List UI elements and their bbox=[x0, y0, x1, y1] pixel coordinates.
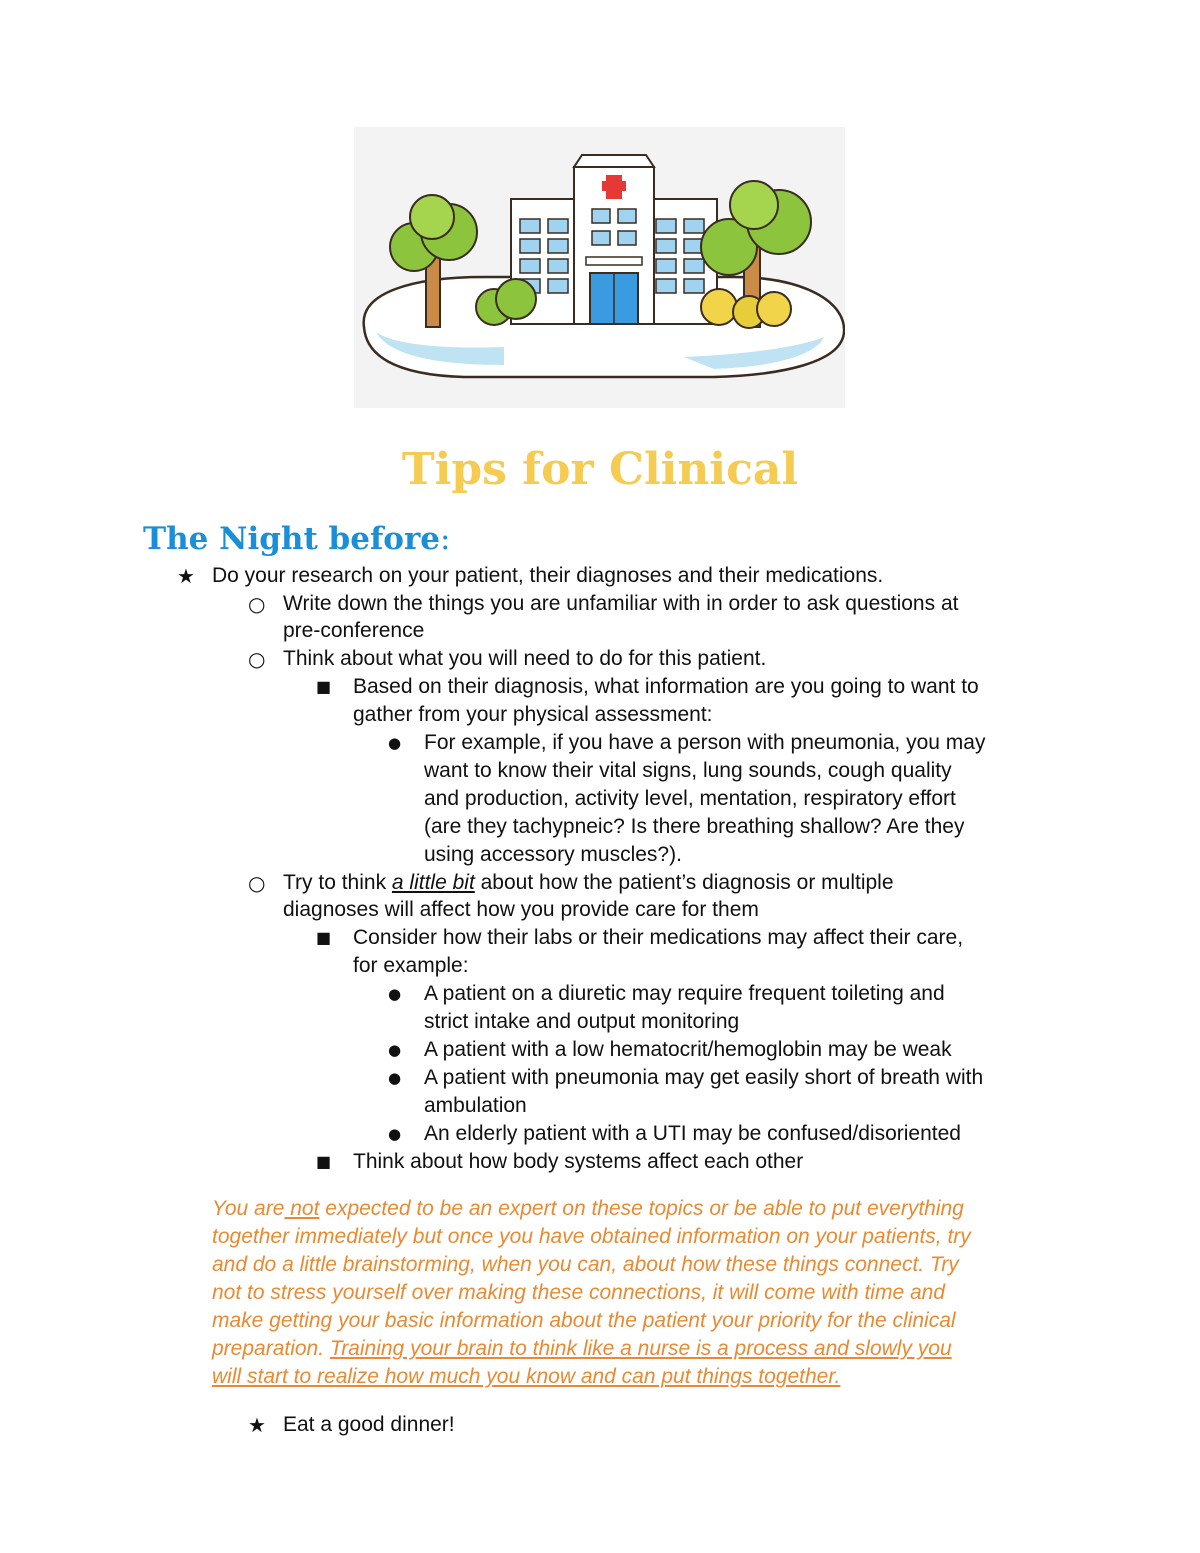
star-bullet-icon: ★ bbox=[177, 564, 195, 588]
square-bullet-icon: ■ bbox=[316, 677, 332, 696]
list-item-write-down-cont: pre-conference bbox=[283, 619, 425, 642]
circle-bullet-icon: ○ bbox=[248, 647, 266, 671]
list-item-consider-cont: for example: bbox=[353, 954, 469, 977]
list-item-example-cont: and production, activity level, mentation, respiratory effort bbox=[424, 787, 956, 810]
try-think-emphasis: a little bit bbox=[391, 871, 475, 894]
section-heading bbox=[143, 518, 450, 560]
page-title: Tips for Clinical bbox=[401, 444, 799, 495]
note-line: make getting your basic information about the patient your priority for the clinical bbox=[212, 1309, 956, 1332]
note-line: together immediately but once you have obtained information on your patients, try bbox=[212, 1225, 971, 1248]
list-item-research: Do your research on your patient, their diagnoses and their medications. bbox=[212, 564, 884, 587]
dot-bullet-icon: ● bbox=[388, 1041, 402, 1059]
list-item-think-about: Think about what you will need to do for this patient. bbox=[283, 647, 767, 670]
list-item-pneumonia-cont: ambulation bbox=[424, 1094, 527, 1117]
section-heading-text: The Night before bbox=[143, 521, 441, 557]
dot-bullet-icon: ● bbox=[388, 734, 402, 752]
list-item-body-systems: Think about how body systems affect each other bbox=[353, 1150, 804, 1173]
note-line: and do a little brainstorming, when you can, about how these things connect. Try bbox=[212, 1253, 959, 1276]
note-line: not to stress yourself over making these connections, it will come with time and bbox=[212, 1281, 945, 1304]
list-item-uti: An elderly patient with a UTI may be confused/disoriented bbox=[424, 1122, 961, 1145]
square-bullet-icon: ■ bbox=[316, 1152, 332, 1171]
list-item-hematocrit: A patient with a low hematocrit/hemoglobin may be weak bbox=[424, 1038, 952, 1061]
list-item-based-on: Based on their diagnosis, what information are you going to want to bbox=[353, 675, 979, 698]
star-bullet-icon: ★ bbox=[248, 1413, 266, 1437]
try-think-pre: Try to think bbox=[283, 871, 392, 894]
note-line bbox=[212, 1195, 1072, 1223]
list-item-diuretic: A patient on a diuretic may require frequent toileting and bbox=[424, 982, 945, 1005]
note-text: expected to be an expert on these topics or be able to put everything bbox=[319, 1197, 964, 1220]
dot-bullet-icon: ● bbox=[388, 1125, 402, 1143]
list-item-dinner: Eat a good dinner! bbox=[283, 1413, 455, 1436]
list-item-based-on-cont: gather from your physical assessment: bbox=[353, 703, 713, 726]
list-item-try-think-cont: diagnoses will affect how you provide care for them bbox=[283, 898, 759, 921]
list-item-example: For example, if you have a person with pneumonia, you may bbox=[424, 731, 986, 754]
try-think-post: about how the patient’s diagnosis or multiple bbox=[474, 871, 894, 894]
square-bullet-icon: ■ bbox=[316, 928, 332, 947]
list-item-example-cont: want to know their vital signs, lung sounds, cough quality bbox=[424, 759, 952, 782]
list-item-diuretic-cont: strict intake and output monitoring bbox=[424, 1010, 740, 1033]
list-item-consider: Consider how their labs or their medications may affect their care, bbox=[353, 926, 964, 949]
hospital-illustration bbox=[354, 127, 845, 408]
note-line bbox=[212, 1363, 1072, 1391]
note-line bbox=[212, 1335, 1072, 1363]
section-heading-colon: : bbox=[440, 521, 451, 557]
dot-bullet-icon: ● bbox=[388, 985, 402, 1003]
encouragement-note bbox=[212, 1195, 1072, 1391]
circle-bullet-icon: ○ bbox=[248, 592, 266, 616]
list-item-example-cont: (are they tachypneic? Is there breathing shallow? Are they bbox=[424, 815, 965, 838]
list-item-write-down: Write down the things you are unfamiliar with in order to ask questions at bbox=[283, 592, 959, 615]
note-underlined: Training your brain to think like a nurse is a process and slowly you bbox=[329, 1337, 952, 1360]
note-text: preparation. bbox=[212, 1337, 330, 1360]
note-emphasis-not: not bbox=[284, 1197, 320, 1220]
list-item-try-think bbox=[283, 869, 894, 897]
list-item-example-cont: using accessory muscles?). bbox=[424, 843, 682, 866]
list-item-pneumonia: A patient with pneumonia may get easily short of breath with bbox=[424, 1066, 984, 1089]
hospital-icon bbox=[354, 127, 845, 408]
note-underlined: will start to realize how much you know and can put things together. bbox=[212, 1365, 841, 1388]
dot-bullet-icon: ● bbox=[388, 1069, 402, 1087]
note-text: You are bbox=[212, 1197, 285, 1220]
circle-bullet-icon: ○ bbox=[248, 871, 266, 895]
